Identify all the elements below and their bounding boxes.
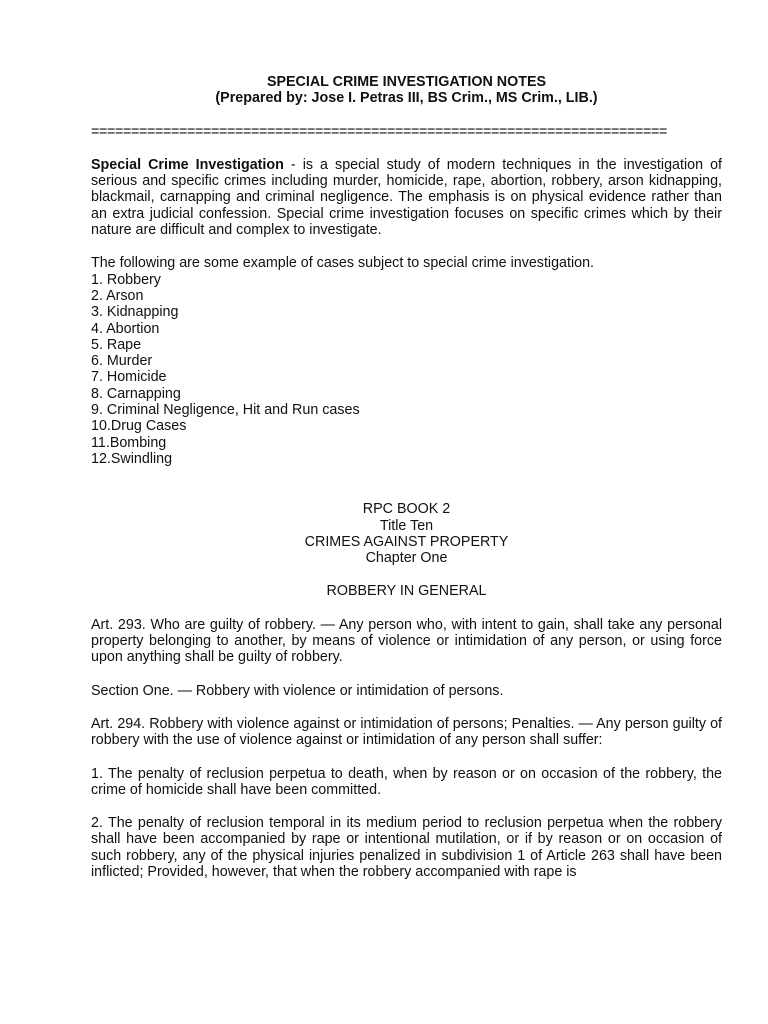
- list-item: 3. Kidnapping: [91, 304, 179, 321]
- section-one: Section One. — Robbery with violence or intimidation of persons.: [91, 682, 504, 699]
- examples-lead: The following are some example of cases subject to special crime investigation.: [91, 255, 595, 272]
- separator-rule: ========================================================================: [91, 123, 667, 140]
- list-item: 5. Rape: [91, 336, 142, 353]
- list-item: 1. Robbery: [91, 271, 161, 288]
- rpc-book: RPC BOOK 2: [362, 501, 451, 518]
- intro-paragraph: [91, 157, 722, 238]
- list-item: 6. Murder: [91, 353, 153, 370]
- list-item: 9. Criminal Negligence, Hit and Run cases: [91, 402, 360, 419]
- list-item: 12.Swindling: [91, 450, 173, 467]
- penalty-2: 2. The penalty of reclusion temporal in its medium period to reclusion perpetua when the robbery shall have been accompanied by rape or intentional mutilation, or if by reason or on occasion of such robbery, any of the physical injuries penalized in subdivision 1 of Article 263 shall have been inflicted; Provided, however, that when the robbery accompanied with rape is: [91, 815, 722, 880]
- intro-term: Special Crime Investigation: [91, 156, 284, 173]
- rpc-crimes: CRIMES AGAINST PROPERTY: [304, 533, 509, 550]
- list-item: 4. Abortion: [91, 320, 160, 337]
- list-item: 11.Bombing: [91, 434, 167, 451]
- rpc-title: Title Ten: [379, 517, 434, 534]
- article-293: Art. 293. Who are guilty of robbery. — Any person who, with intent to gain, shall take any personal property belonging to another, by means of violence or intimidation of any person, or using force upon anything shall be guilty of robbery.: [91, 616, 722, 666]
- rpc-heading-block: [91, 501, 722, 566]
- list-item: 8. Carnapping: [91, 385, 181, 402]
- document-title: SPECIAL CRIME INVESTIGATION NOTES: [266, 74, 547, 90]
- rpc-chapter: Chapter One: [365, 550, 448, 567]
- section-heading: ROBBERY IN GENERAL: [326, 583, 487, 600]
- list-item: 7. Homicide: [91, 369, 167, 386]
- case-list: [91, 272, 722, 468]
- document-author-line: (Prepared by: Jose I. Petras III, BS Crim., MS Crim., LIB.): [215, 90, 598, 107]
- penalty-1: 1. The penalty of reclusion perpetua to death, when by reason or on occasion of the robbery, the crime of homicide shall have been committed.: [91, 765, 722, 798]
- list-item: 10.Drug Cases: [91, 418, 187, 435]
- list-item: 2. Arson: [91, 287, 144, 304]
- intro-definition: - is a special study of modern techniques in the investigation of serious and specific crimes including murder, homicide, rape, abortion, robbery, arson kidnapping, blackmail, carnapping and criminal negligence. The emphasis is on physical evidence rather than an extra judicial confession. Special crime investigation focuses on specific crimes which by their nature are difficult and complex to investigate.: [91, 156, 722, 239]
- article-294: Art. 294. Robbery with violence against or intimidation of persons; Penalties. — Any person guilty of robbery with the use of violence against or intimidation of any person shall suffer:: [91, 715, 722, 749]
- document-page: [91, 74, 722, 880]
